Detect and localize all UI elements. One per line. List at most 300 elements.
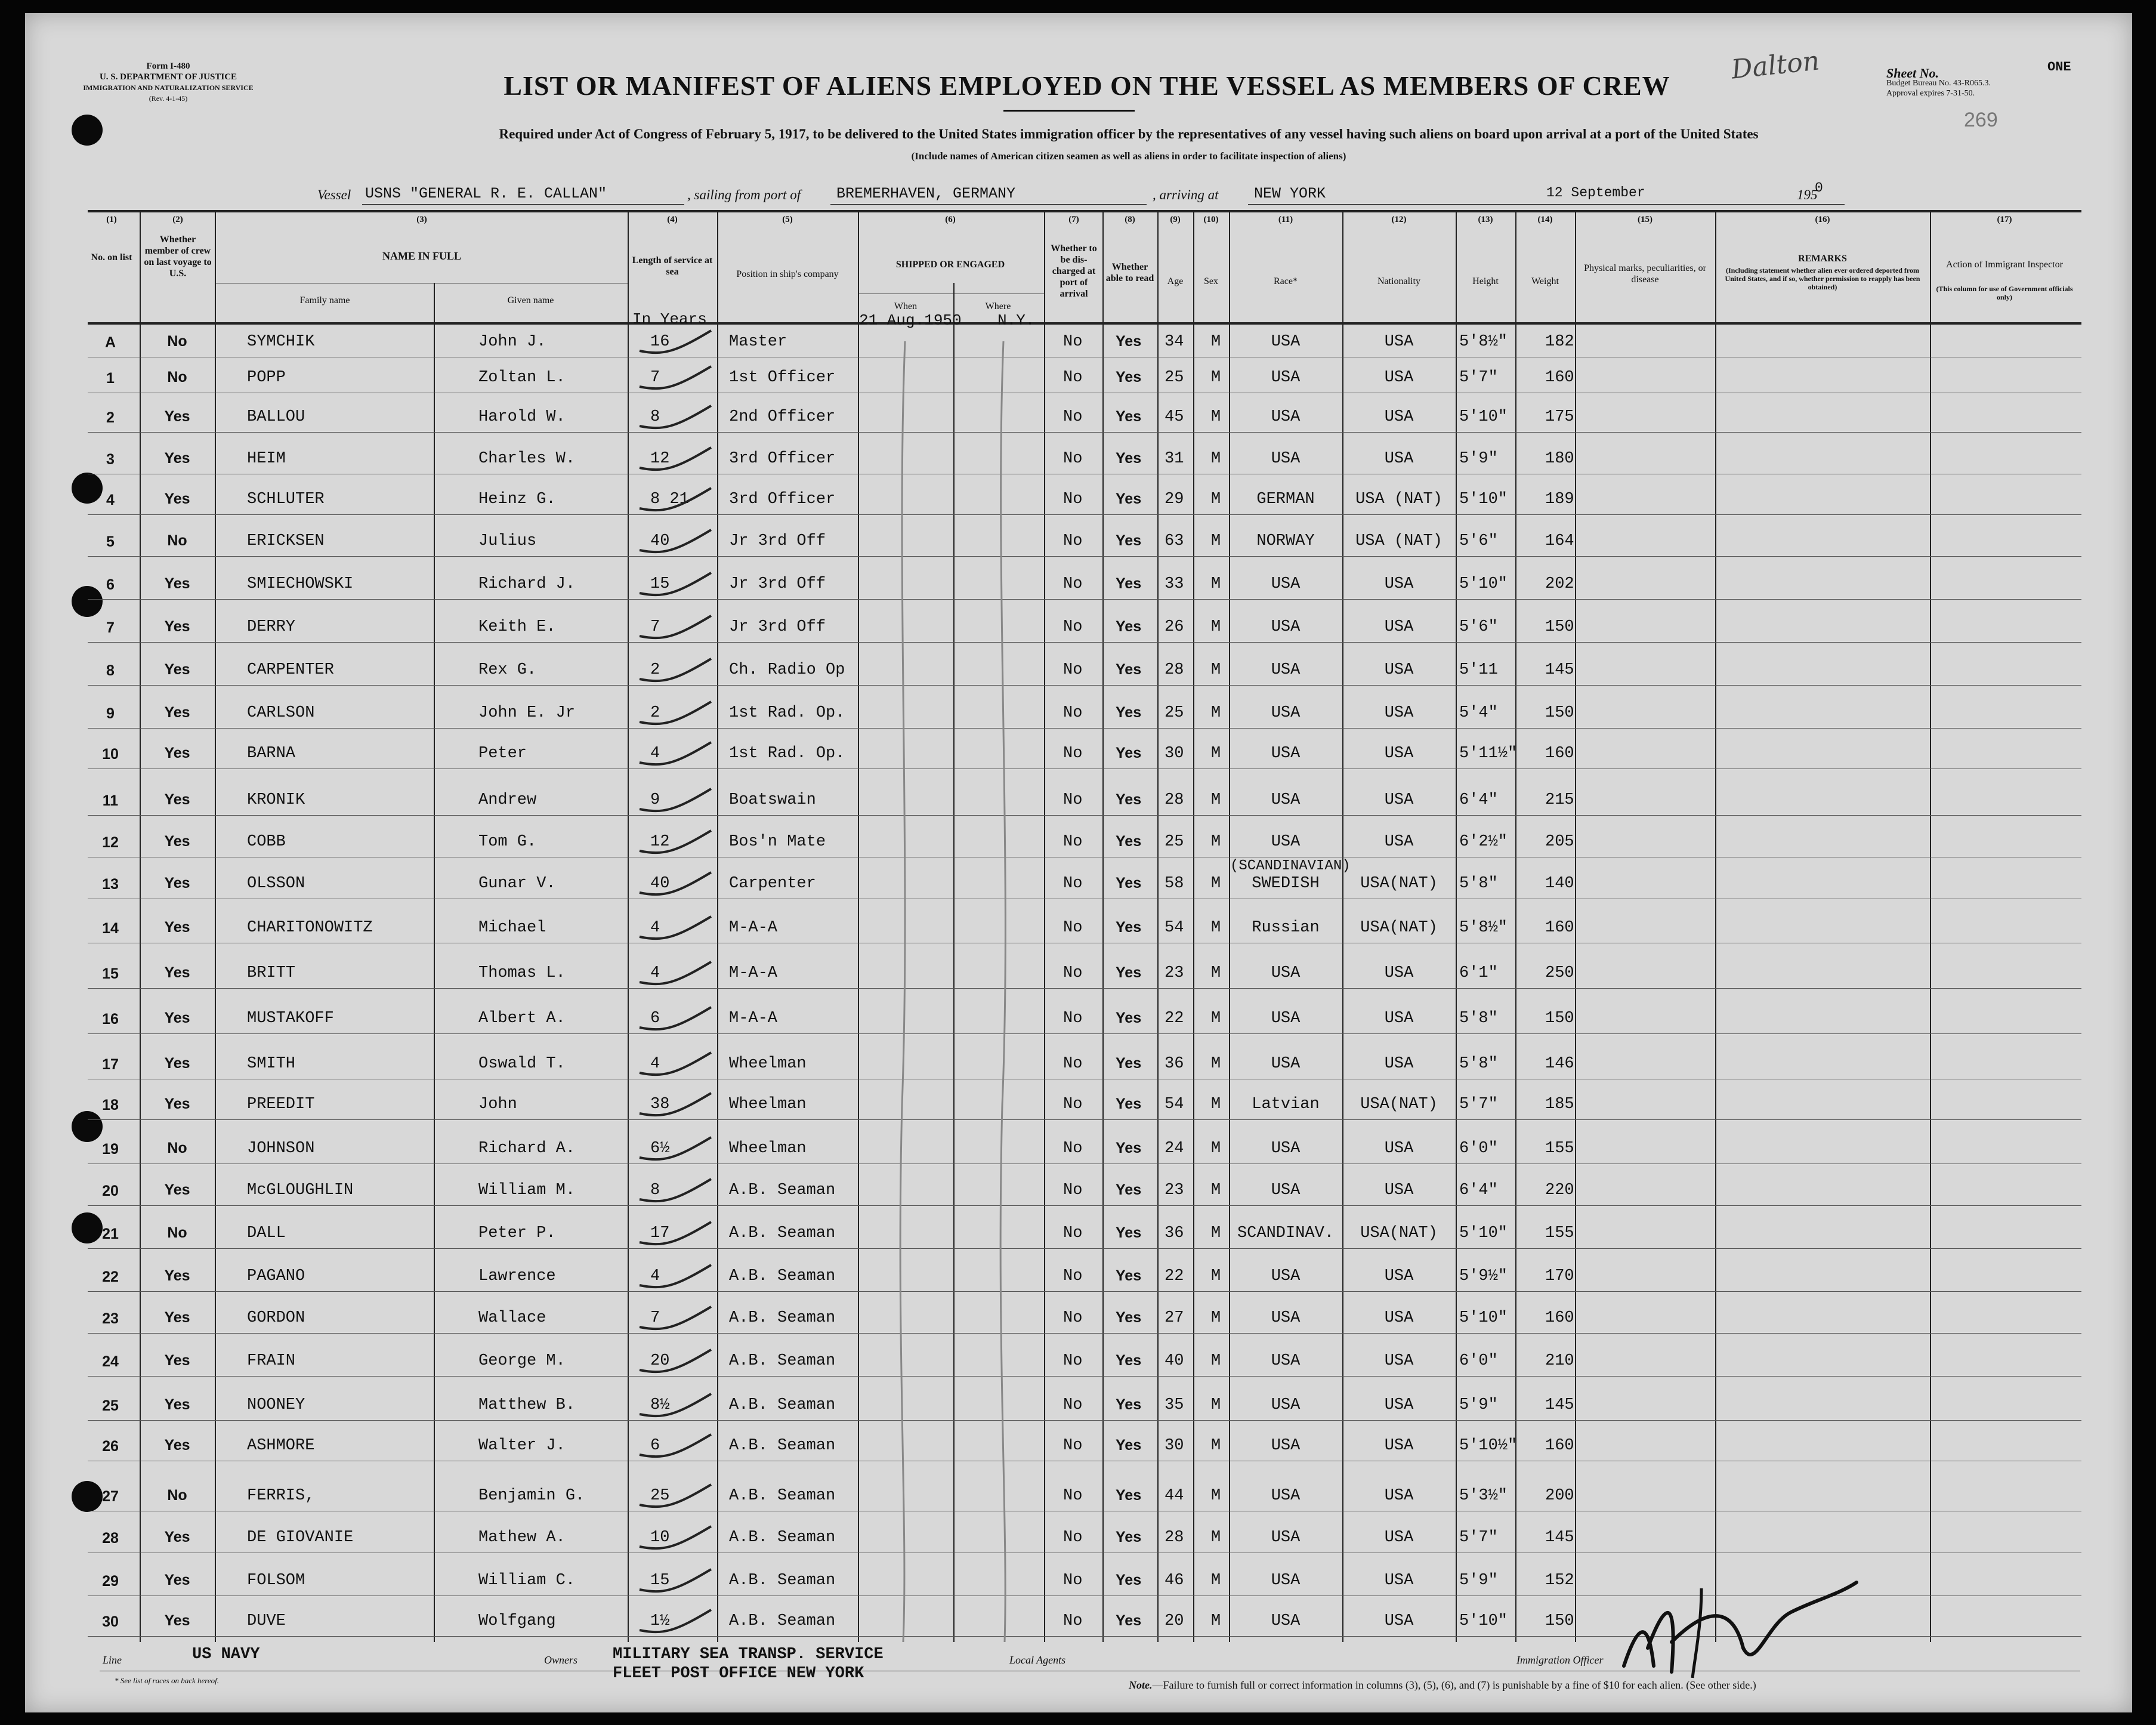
crew-height: 5'10" [1459, 1612, 1508, 1630]
crew-race: USA [1271, 450, 1301, 468]
crew-given: John [478, 1096, 517, 1113]
crew-read: Yes [1116, 1612, 1142, 1629]
col10-number: (10) [1203, 215, 1219, 224]
crew-given: Julius [478, 532, 537, 550]
crew-read: Yes [1116, 1267, 1142, 1284]
crew-height: 5'11 [1459, 661, 1498, 679]
crew-height: 5'10" [1459, 1224, 1508, 1242]
list-number: 7 [106, 619, 115, 636]
crew-nat: USA [1384, 791, 1414, 809]
service-check-marks [628, 323, 723, 1660]
crew-age: 28 [1165, 1529, 1184, 1547]
crew-read: Yes [1116, 333, 1142, 350]
crew-disch: No [1063, 1396, 1083, 1414]
crew-prev: No [167, 369, 187, 385]
crew-race: USA [1271, 791, 1301, 809]
crew-read: Yes [1116, 1396, 1142, 1413]
crew-nat: USA [1384, 833, 1414, 851]
check-mark [640, 530, 711, 552]
crew-given: Thomas L. [478, 964, 566, 982]
crew-age: 36 [1165, 1055, 1184, 1073]
crew-service: 8 [650, 1181, 660, 1199]
crew-prev: Yes [164, 1309, 190, 1326]
crew-height: 5'11½" [1459, 745, 1518, 763]
crew-position: Boatswain [729, 791, 816, 809]
crew-disch: No [1063, 1010, 1083, 1027]
crew-read: Yes [1116, 919, 1142, 936]
crew-service: 7 [650, 1309, 660, 1327]
crew-nat: USA [1384, 745, 1414, 763]
col5-number: (5) [782, 215, 793, 224]
crew-family: SYMCHIK [247, 333, 315, 351]
col9-number: (9) [1170, 215, 1181, 224]
sheet-number: ONE [2047, 60, 2071, 75]
officer-signature [1612, 1576, 1862, 1684]
crew-race-note: (SCANDINAVIAN) [1230, 858, 1351, 874]
crew-family: COBB [247, 833, 286, 851]
crew-given: Richard J. [478, 575, 576, 593]
crew-read: Yes [1116, 704, 1142, 721]
check-mark [640, 1007, 711, 1029]
crew-disch: No [1063, 1572, 1083, 1590]
crew-race: NORWAY [1256, 532, 1315, 550]
ditto-marks [854, 329, 1045, 1654]
list-number: 9 [106, 705, 115, 722]
crew-nat: USA [1384, 575, 1414, 593]
crew-given: John E. Jr [478, 704, 576, 722]
crew-sex: M [1211, 1612, 1221, 1630]
col16-header: REMARKS [1798, 254, 1847, 264]
list-number: 4 [106, 492, 115, 508]
crew-service: 40 [650, 532, 670, 550]
list-number: 26 [102, 1438, 119, 1455]
crew-weight: 152 [1545, 1572, 1574, 1590]
crew-nat: USA [1384, 333, 1414, 351]
crew-disch: No [1063, 1181, 1083, 1199]
crew-given: Heinz G. [478, 490, 556, 508]
crew-sex: M [1211, 964, 1221, 982]
crew-given: Oswald T. [478, 1055, 566, 1073]
col9-header: Age [1167, 276, 1184, 286]
list-number: 3 [106, 451, 115, 468]
col6-header: SHIPPED OR ENGAGED [895, 260, 1005, 270]
crew-service: 2 [650, 704, 660, 722]
crew-disch: No [1063, 490, 1083, 508]
col11-header: Race* [1274, 276, 1298, 286]
engaged-place: N.Y. [997, 311, 1035, 329]
crew-position: Jr 3rd Off [729, 532, 826, 550]
crew-weight: 205 [1545, 833, 1574, 851]
crew-age: 23 [1165, 964, 1184, 982]
crew-race: USA [1271, 1140, 1301, 1158]
crew-height: 5'7" [1459, 1529, 1498, 1547]
crew-family: DALL [247, 1224, 286, 1242]
crew-given: Wolfgang [478, 1612, 556, 1630]
note-label: Note. [1129, 1679, 1153, 1691]
crew-race: USA [1271, 1529, 1301, 1547]
col17-note: (This column for use of Government officials only) [1936, 285, 2073, 301]
crew-weight: 145 [1545, 661, 1574, 679]
crew-height: 5'9½" [1459, 1267, 1508, 1285]
crew-prev: Yes [164, 919, 190, 936]
crew-prev: No [167, 1224, 187, 1241]
list-number: 28 [102, 1530, 119, 1547]
crew-height: 5'8" [1459, 875, 1498, 893]
list-number: 23 [102, 1310, 119, 1327]
crew-sex: M [1211, 1572, 1221, 1590]
crew-disch: No [1063, 875, 1083, 893]
col3-number: (3) [416, 215, 427, 224]
crew-nat: USA [1384, 618, 1414, 636]
crew-service: 6 [650, 1010, 660, 1027]
crew-service: 40 [650, 875, 670, 893]
crew-read: Yes [1116, 1224, 1142, 1241]
row-rule [88, 815, 2081, 816]
crew-service: 4 [650, 964, 660, 982]
crew-prev: Yes [164, 1055, 190, 1072]
list-number: 18 [102, 1097, 119, 1113]
crew-position: 3rd Officer [729, 450, 836, 468]
crew-family: DUVE [247, 1612, 286, 1630]
crew-race: USA [1271, 1487, 1301, 1505]
crew-family: JOHNSON [247, 1140, 315, 1158]
crew-weight: 200 [1545, 1487, 1574, 1505]
crew-sex: M [1211, 1529, 1221, 1547]
check-mark [640, 742, 711, 764]
crew-race: USA [1271, 1612, 1301, 1630]
crew-service: 4 [650, 1055, 660, 1073]
crew-disch: No [1063, 1309, 1083, 1327]
crew-position: A.B. Seaman [729, 1487, 836, 1505]
crew-service: 10 [650, 1529, 670, 1547]
crew-position: Wheelman [729, 1140, 807, 1158]
col12-header: Nationality [1377, 276, 1420, 286]
immigration-officer-label: Immigration Officer [1516, 1654, 1604, 1666]
crew-race: USA [1271, 1181, 1301, 1199]
local-agents-label: Local Agents [1009, 1654, 1066, 1666]
arrival-port: NEW YORK [1254, 185, 1326, 202]
crew-height: 6'0" [1459, 1352, 1498, 1370]
crew-position: Bos'n Mate [729, 833, 826, 851]
crew-race: USA [1271, 704, 1301, 722]
crew-nat: USA [1384, 1396, 1414, 1414]
crew-read: Yes [1116, 1437, 1142, 1454]
crew-prev: Yes [164, 964, 190, 981]
crew-position: Ch. Radio Op [729, 661, 845, 679]
crew-read: Yes [1116, 1055, 1142, 1072]
crew-disch: No [1063, 618, 1083, 636]
crew-race: Latvian [1252, 1096, 1320, 1113]
crew-given: Albert A. [478, 1010, 566, 1027]
crew-service: 38 [650, 1096, 670, 1113]
crew-given: Walter J. [478, 1437, 566, 1455]
check-mark [640, 616, 711, 638]
crew-sex: M [1211, 1487, 1221, 1505]
crew-disch: No [1063, 704, 1083, 722]
check-mark [640, 331, 711, 353]
check-mark [640, 1394, 711, 1416]
crew-nat: USA [1384, 1309, 1414, 1327]
line-value: US NAVY [192, 1646, 260, 1664]
crew-prev: Yes [164, 1267, 190, 1284]
row-rule [88, 1119, 2081, 1120]
crew-service: 1½ [650, 1612, 670, 1630]
crew-age: 40 [1165, 1352, 1184, 1370]
row-rule [88, 1248, 2081, 1249]
crew-nat: USA [1384, 704, 1414, 722]
check-mark [640, 1265, 711, 1287]
crew-position: 1st Rad. Op. [729, 745, 845, 763]
crew-sex: M [1211, 791, 1221, 809]
crew-service: 20 [650, 1352, 670, 1370]
crew-sex: M [1211, 1437, 1221, 1455]
crew-age: 25 [1165, 833, 1184, 851]
list-number: 17 [102, 1056, 119, 1073]
crew-sex: M [1211, 1096, 1221, 1113]
crew-family: MUSTAKOFF [247, 1010, 334, 1027]
crew-disch: No [1063, 1140, 1083, 1158]
row-rule [88, 599, 2081, 600]
crew-nat: USA [1384, 1612, 1414, 1630]
crew-family: HEIM [247, 450, 286, 468]
crew-service: 8 21 [650, 490, 689, 508]
crew-age: 27 [1165, 1309, 1184, 1327]
crew-service: 25 [650, 1487, 670, 1505]
crew-age: 30 [1165, 745, 1184, 763]
owners-value: MILITARY SEA TRANSP. SERVICE [613, 1646, 884, 1664]
crew-position: A.B. Seaman [729, 1529, 836, 1547]
crew-disch: No [1063, 1352, 1083, 1370]
crew-age: 22 [1165, 1010, 1184, 1027]
crew-weight: 160 [1545, 1309, 1574, 1327]
crew-disch: No [1063, 745, 1083, 763]
crew-read: Yes [1116, 1309, 1142, 1326]
vessel-name: USNS "GENERAL R. E. CALLAN" [365, 185, 607, 202]
crew-nat: USA [1384, 1487, 1414, 1505]
col3-header: NAME IN FULL [382, 250, 461, 262]
approval-expiry: Approval expires 7-31-50. [1886, 89, 1975, 98]
crew-weight: 220 [1545, 1181, 1574, 1199]
list-number: 14 [102, 920, 119, 937]
table-top-rule [88, 210, 2081, 212]
crew-age: 54 [1165, 919, 1184, 937]
list-number: 30 [102, 1613, 119, 1630]
crew-read: Yes [1116, 1010, 1142, 1026]
crew-family: OLSSON [247, 875, 305, 893]
check-mark [640, 962, 711, 984]
crew-race: USA [1271, 618, 1301, 636]
list-number: 24 [102, 1353, 119, 1370]
crew-read: Yes [1116, 450, 1142, 467]
crew-sex: M [1211, 532, 1221, 550]
legal-requirement: Required under Act of Congress of February 5, 1917, to be delivered to the United States immigration officer by the representatives of any vessel having such aliens on board upon arrival at a port of the United States [499, 126, 1759, 141]
crew-race: USA [1271, 745, 1301, 763]
crew-nat: USA(NAT) [1360, 1224, 1438, 1242]
crew-family: CHARITONOWITZ [247, 919, 373, 937]
crew-disch: No [1063, 532, 1083, 550]
crew-read: Yes [1116, 369, 1142, 385]
check-mark [640, 1053, 711, 1075]
crew-race: Russian [1252, 919, 1320, 937]
list-number: 8 [106, 662, 115, 679]
crew-disch: No [1063, 919, 1083, 937]
crew-nat: USA [1384, 1181, 1414, 1199]
page-title: LIST OR MANIFEST OF ALIENS EMPLOYED ON THE VESSEL AS MEMBERS OF CREW [504, 70, 1670, 101]
crew-race: USA [1271, 661, 1301, 679]
crew-weight: 202 [1545, 575, 1574, 593]
crew-weight: 164 [1545, 532, 1574, 550]
crew-sex: M [1211, 875, 1221, 893]
check-mark [640, 1179, 711, 1201]
crew-service: 9 [650, 791, 660, 809]
crew-read: Yes [1116, 1529, 1142, 1545]
crew-nat: USA [1384, 408, 1414, 426]
crew-disch: No [1063, 333, 1083, 351]
crew-family: BALLOU [247, 408, 305, 426]
crew-sex: M [1211, 408, 1221, 426]
crew-given: Tom G. [478, 833, 537, 851]
inclusion-note: (Include names of American citizen seamen as well as aliens in order to facilitate inspection of aliens) [911, 150, 1346, 162]
row-rule [88, 556, 2081, 557]
crew-position: A.B. Seaman [729, 1572, 836, 1590]
crew-family: SMITH [247, 1055, 296, 1073]
list-number: 22 [102, 1269, 119, 1285]
column-divider [1456, 210, 1457, 1642]
crew-weight: 150 [1545, 1010, 1574, 1027]
row-rule [88, 728, 2081, 729]
crew-age: 25 [1165, 369, 1184, 387]
crew-height: 6'4" [1459, 791, 1498, 809]
crew-prev: Yes [164, 408, 190, 425]
col2-number: (2) [172, 215, 183, 224]
list-number: 19 [102, 1141, 119, 1158]
crew-position: M-A-A [729, 919, 778, 937]
crew-nat: USA [1384, 1352, 1414, 1370]
list-number: 15 [102, 965, 119, 982]
check-mark [640, 1350, 711, 1372]
crew-nat: USA(NAT) [1360, 1096, 1438, 1113]
crew-given: Peter [478, 745, 527, 763]
line-label: Line [103, 1654, 122, 1666]
crew-prev: Yes [164, 490, 190, 507]
crew-age: 46 [1165, 1572, 1184, 1590]
row-rule [88, 988, 2081, 989]
crew-read: Yes [1116, 964, 1142, 981]
vessel-label: Vessel [317, 187, 351, 202]
crew-weight: 150 [1545, 1612, 1574, 1630]
crew-height: 5'9" [1459, 1572, 1498, 1590]
column-divider [1575, 210, 1576, 1642]
crew-nat: USA [1384, 1572, 1414, 1590]
crew-position: Wheelman [729, 1096, 807, 1113]
check-mark [640, 1569, 711, 1591]
crew-prev: Yes [164, 1181, 190, 1198]
column-divider [1157, 210, 1159, 1642]
crew-race: USA [1271, 1437, 1301, 1455]
col6-number: (6) [945, 215, 956, 224]
crew-race: USA [1271, 369, 1301, 387]
row-rule [88, 514, 2081, 515]
crew-position: 1st Rad. Op. [729, 704, 845, 722]
list-number: 25 [102, 1397, 119, 1414]
col7-header: Whether to be dis- charged at port of arrival [1051, 243, 1097, 299]
check-mark [640, 1485, 711, 1507]
crew-age: 36 [1165, 1224, 1184, 1242]
stamped-page-number: 269 [1964, 109, 1998, 131]
crew-position: A.B. Seaman [729, 1224, 836, 1242]
crew-age: 22 [1165, 1267, 1184, 1285]
crew-weight: 150 [1545, 704, 1574, 722]
col6-when-header: When [894, 301, 918, 311]
crew-weight: 175 [1545, 408, 1574, 426]
crew-weight: 145 [1545, 1396, 1574, 1414]
col1-header: No. on list [91, 252, 132, 263]
crew-nat: USA(NAT) [1360, 875, 1438, 893]
col10-header: Sex [1204, 276, 1218, 286]
crew-sex: M [1211, 833, 1221, 851]
crew-family: CARPENTER [247, 661, 334, 679]
crew-service: 6 [650, 1437, 660, 1455]
crew-disch: No [1063, 408, 1083, 426]
crew-read: Yes [1116, 1572, 1142, 1588]
crew-family: NOONEY [247, 1396, 305, 1414]
crew-age: 29 [1165, 490, 1184, 508]
crew-disch: No [1063, 1055, 1083, 1073]
form-number: Form I-480 [146, 61, 190, 71]
crew-sex: M [1211, 1010, 1221, 1027]
crew-nat: USA [1384, 1437, 1414, 1455]
check-mark [640, 1093, 711, 1115]
crew-age: 28 [1165, 791, 1184, 809]
title-underline [1003, 110, 1135, 112]
crew-family: POPP [247, 369, 286, 387]
crew-family: FOLSOM [247, 1572, 305, 1590]
crew-sex: M [1211, 1396, 1221, 1414]
crew-prev: Yes [164, 450, 190, 467]
crew-service: 2 [650, 661, 660, 679]
crew-position: A.B. Seaman [729, 1309, 836, 1327]
crew-age: 28 [1165, 661, 1184, 679]
crew-height: 5'10½" [1459, 1437, 1518, 1455]
row-rule [88, 1033, 2081, 1034]
crew-family: KRONIK [247, 791, 305, 809]
crew-height: 6'2½" [1459, 833, 1508, 851]
row-rule [88, 1376, 2081, 1377]
crew-age: 34 [1165, 333, 1184, 351]
crew-family: CARLSON [247, 704, 315, 722]
row-rule [88, 1205, 2081, 1206]
check-mark [640, 1610, 711, 1632]
crew-prev: Yes [164, 1096, 190, 1112]
manifest-sheet [25, 13, 2132, 1712]
check-mark [640, 872, 711, 894]
race-footnote: * See list of races on back hereof. [115, 1676, 219, 1685]
crew-age: 26 [1165, 618, 1184, 636]
col16-number: (16) [1815, 215, 1830, 224]
crew-prev: No [167, 532, 187, 549]
crew-position: Jr 3rd Off [729, 618, 826, 636]
check-mark [640, 1222, 711, 1244]
crew-weight: 185 [1545, 1096, 1574, 1113]
list-number: 21 [102, 1226, 119, 1242]
crew-height: 6'1" [1459, 964, 1498, 982]
crew-height: 5'10" [1459, 408, 1508, 426]
crew-given: William C. [478, 1572, 576, 1590]
crew-height: 5'8" [1459, 1055, 1498, 1073]
crew-disch: No [1063, 791, 1083, 809]
crew-height: 6'4" [1459, 1181, 1498, 1199]
crew-race: USA [1271, 1010, 1301, 1027]
